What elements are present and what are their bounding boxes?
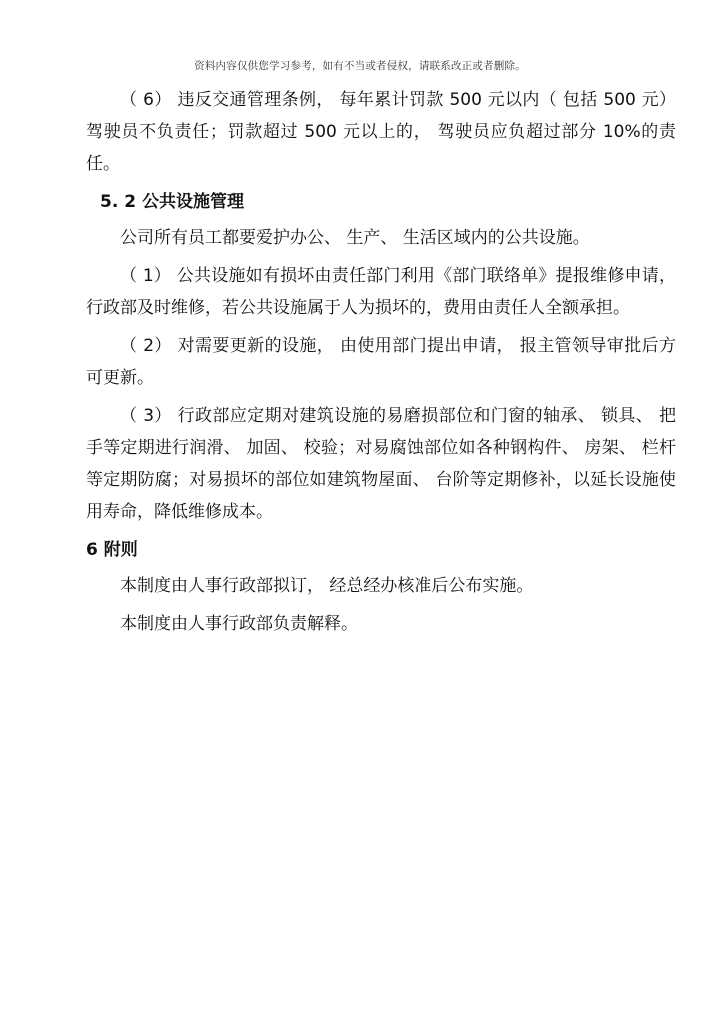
document-body — [86, 84, 676, 646]
section-heading-6: 6 附则 — [86, 540, 138, 560]
section-heading-5-2: 5. 2 公共设施管理 — [100, 192, 244, 212]
paragraph-5-2-item-3: （ 3） 行政部应定期对建筑设施的易磨损部位和门窗的轴承、 锁具、 把手等定期进行润滑、 加固、 校验；对易腐蚀部位如各种钢构件、 房架、 栏杆等定期防腐；对易损坏的部位如建筑物屋面、 台阶等定期修补，以延长设施使用寿命，降低维修成本。 — [86, 406, 676, 522]
paragraph-item-6: （ 6） 违反交通管理条例， 每年累计罚款 500 元以内（ 包括 500 元） 驾驶员不负责任；罚款超过 500 元以上的， 驾驶员应负超过部分 10%的责任。 — [86, 90, 676, 174]
paragraph-6-line-1: 本制度由人事行政部拟订， 经总经办核准后公布实施。 — [120, 576, 534, 596]
paragraph-5-2-intro: 公司所有员工都要爱护办公、 生产、 生活区域内的公共设施。 — [120, 228, 590, 248]
paragraph-5-2-item-1: （ 1） 公共设施如有损坏由责任部门利用《部门联络单》提报维修申请，行政部及时维修，若公共设施属于人为损坏的，费用由责任人全额承担。 — [86, 266, 676, 318]
disclaimer-header: 资料内容仅供您学习参考，如有不当或者侵权，请联系改正或者删除。 — [194, 60, 526, 72]
paragraph-6-line-2: 本制度由人事行政部负责解释。 — [120, 614, 358, 634]
paragraph-5-2-item-2: （ 2） 对需要更新的设施， 由使用部门提出申请， 报主管领导审批后方可更新。 — [86, 336, 676, 388]
